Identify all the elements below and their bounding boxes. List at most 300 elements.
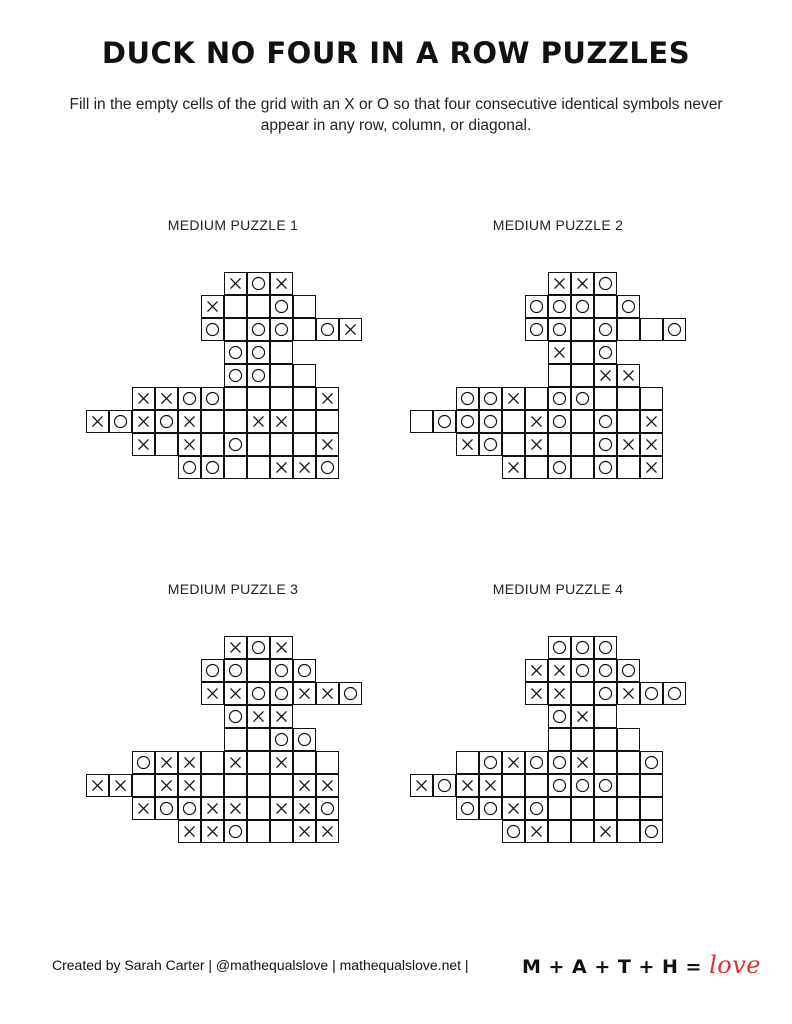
grid-cell-empty[interactable] (293, 387, 316, 410)
o-mark-icon (434, 775, 455, 796)
grid-cell-given (293, 820, 316, 843)
grid-cell-given (617, 295, 640, 318)
x-mark-icon (248, 706, 269, 727)
x-mark-icon (549, 342, 570, 363)
o-mark-icon (572, 296, 593, 317)
x-mark-icon (271, 411, 292, 432)
grid-cell-empty[interactable] (571, 364, 594, 387)
grid-cell-empty[interactable] (224, 410, 247, 433)
x-mark-icon (271, 637, 292, 658)
grid-cell-given (293, 774, 316, 797)
grid-cell-empty[interactable] (594, 751, 617, 774)
grid-cell-given (316, 387, 339, 410)
grid-cell-empty[interactable] (224, 318, 247, 341)
grid-cell-given (201, 318, 224, 341)
grid-cell-given (224, 341, 247, 364)
grid-cell-empty[interactable] (247, 820, 270, 843)
grid-cell-empty[interactable] (617, 387, 640, 410)
grid-cell-given (270, 682, 293, 705)
grid-cell-empty[interactable] (201, 751, 224, 774)
grid-cell-given (178, 820, 201, 843)
grid-cell-empty[interactable] (456, 751, 479, 774)
o-mark-icon (480, 434, 501, 455)
grid-cell-empty[interactable] (224, 774, 247, 797)
grid-cell-empty[interactable] (617, 820, 640, 843)
grid-cell-empty[interactable] (548, 433, 571, 456)
grid-cell-given (293, 659, 316, 682)
grid-cell-empty[interactable] (571, 820, 594, 843)
x-mark-icon (549, 273, 570, 294)
grid-cell-given (594, 272, 617, 295)
grid-cell-empty[interactable] (247, 797, 270, 820)
grid-cell-given (109, 410, 132, 433)
grid-cell-given (270, 410, 293, 433)
grid-cell-given (132, 433, 155, 456)
grid-cell-given (339, 682, 362, 705)
grid-cell-empty[interactable] (571, 318, 594, 341)
x-mark-icon (503, 752, 524, 773)
grid-cell-given (571, 295, 594, 318)
x-mark-icon (457, 775, 478, 796)
grid-cell-given (594, 820, 617, 843)
grid-cell-given (132, 797, 155, 820)
grid-cell-given (548, 272, 571, 295)
grid-cell-empty[interactable] (548, 820, 571, 843)
footer-credit: Created by Sarah Carter | @mathequalslove | mathequalslove.net | (52, 957, 469, 973)
grid-cell-given (201, 820, 224, 843)
grid-cell-given (224, 659, 247, 682)
grid-cell-empty[interactable] (132, 774, 155, 797)
grid-cell-empty[interactable] (571, 728, 594, 751)
grid-cell-empty[interactable] (617, 318, 640, 341)
grid-cell-empty[interactable] (293, 433, 316, 456)
o-mark-icon (549, 752, 570, 773)
grid-cell-empty[interactable] (293, 318, 316, 341)
grid-cell-given (548, 636, 571, 659)
o-mark-icon (572, 775, 593, 796)
grid-cell-given (571, 751, 594, 774)
o-mark-icon (133, 752, 154, 773)
grid-cell-given (201, 295, 224, 318)
grid-cell-empty[interactable] (270, 820, 293, 843)
x-mark-icon (340, 319, 361, 340)
grid-cell-given (270, 705, 293, 728)
puzzle-1-label: MEDIUM PUZZLE 1 (167, 217, 299, 233)
grid-cell-empty[interactable] (617, 728, 640, 751)
o-mark-icon (271, 683, 292, 704)
grid-cell-empty[interactable] (548, 728, 571, 751)
o-mark-icon (317, 457, 338, 478)
grid-cell-empty[interactable] (247, 751, 270, 774)
o-mark-icon (340, 683, 361, 704)
grid-cell-given (224, 364, 247, 387)
x-mark-icon (271, 752, 292, 773)
grid-cell-given (247, 341, 270, 364)
x-mark-icon (480, 775, 501, 796)
grid-cell-given (548, 774, 571, 797)
grid-cell-empty[interactable] (247, 433, 270, 456)
grid-cell-given (293, 456, 316, 479)
grid-cell-given (155, 774, 178, 797)
grid-cell-empty[interactable] (571, 682, 594, 705)
x-mark-icon (202, 296, 223, 317)
grid-cell-empty[interactable] (571, 797, 594, 820)
grid-cell-empty[interactable] (293, 751, 316, 774)
x-mark-icon (317, 775, 338, 796)
grid-cell-empty[interactable] (571, 433, 594, 456)
grid-cell-empty[interactable] (201, 774, 224, 797)
x-mark-icon (641, 457, 662, 478)
grid-cell-given (270, 272, 293, 295)
x-mark-icon (133, 388, 154, 409)
grid-cell-empty[interactable] (594, 705, 617, 728)
o-mark-icon (480, 411, 501, 432)
x-mark-icon (317, 434, 338, 455)
grid-cell-empty[interactable] (525, 456, 548, 479)
o-mark-icon (179, 457, 200, 478)
grid-cell-given (640, 682, 663, 705)
grid-cell-empty[interactable] (270, 341, 293, 364)
grid-cell-given (548, 682, 571, 705)
grid-cell-given (247, 364, 270, 387)
grid-cell-empty[interactable] (293, 295, 316, 318)
o-mark-icon (664, 683, 685, 704)
x-mark-icon (618, 365, 639, 386)
grid-cell-empty[interactable] (640, 318, 663, 341)
grid-cell-given (594, 682, 617, 705)
grid-cell-given (224, 820, 247, 843)
x-mark-icon (526, 821, 547, 842)
grid-cell-given (594, 341, 617, 364)
o-mark-icon (202, 319, 223, 340)
grid-cell-given (316, 433, 339, 456)
grid-cell-empty[interactable] (640, 774, 663, 797)
grid-cell-given (479, 433, 502, 456)
grid-cell-empty[interactable] (293, 364, 316, 387)
o-mark-icon (202, 457, 223, 478)
o-mark-icon (595, 660, 616, 681)
grid-cell-given (479, 797, 502, 820)
grid-cell-given (270, 295, 293, 318)
grid-cell-empty[interactable] (548, 364, 571, 387)
grid-cell-given (525, 318, 548, 341)
grid-cell-empty[interactable] (617, 751, 640, 774)
o-mark-icon (156, 411, 177, 432)
grid-cell-given (525, 820, 548, 843)
grid-cell-given (86, 774, 109, 797)
grid-cell-given (155, 387, 178, 410)
grid-cell-empty[interactable] (525, 387, 548, 410)
grid-cell-given (224, 433, 247, 456)
grid-cell-given (594, 659, 617, 682)
grid-cell-empty[interactable] (594, 797, 617, 820)
grid-cell-empty[interactable] (502, 410, 525, 433)
grid-cell-given (548, 295, 571, 318)
grid-cell-empty[interactable] (571, 456, 594, 479)
grid-cell-empty[interactable] (594, 728, 617, 751)
o-mark-icon (641, 752, 662, 773)
grid-cell-given (433, 410, 456, 433)
grid-cell-given (247, 636, 270, 659)
grid-cell-empty[interactable] (640, 387, 663, 410)
grid-cell-empty[interactable] (201, 433, 224, 456)
x-mark-icon (317, 821, 338, 842)
grid-cell-given (571, 659, 594, 682)
grid-cell-given (663, 318, 686, 341)
o-mark-icon (248, 683, 269, 704)
x-mark-icon (572, 752, 593, 773)
grid-cell-given (502, 820, 525, 843)
grid-cell-empty[interactable] (247, 774, 270, 797)
o-mark-icon (294, 729, 315, 750)
grid-cell-given (433, 774, 456, 797)
instructions: Fill in the empty cells of the grid with an X or O so that four consecutive identical symbols never appear in any row, column, or diagonal. (69, 96, 723, 134)
grid-cell-given (201, 797, 224, 820)
grid-cell-empty[interactable] (224, 295, 247, 318)
o-mark-icon (480, 388, 501, 409)
grid-cell-given (178, 410, 201, 433)
grid-cell-given (293, 797, 316, 820)
grid-cell-given (479, 751, 502, 774)
o-mark-icon (549, 296, 570, 317)
x-mark-icon (294, 775, 315, 796)
grid-cell-given (86, 410, 109, 433)
x-mark-icon (294, 457, 315, 478)
o-mark-icon (110, 411, 131, 432)
grid-cell-given (548, 318, 571, 341)
x-mark-icon (156, 752, 177, 773)
grid-cell-given (594, 410, 617, 433)
grid-cell-empty[interactable] (525, 774, 548, 797)
grid-cell-empty[interactable] (548, 797, 571, 820)
grid-cell-given (178, 433, 201, 456)
grid-cell-given (178, 456, 201, 479)
x-mark-icon (457, 434, 478, 455)
o-mark-icon (549, 457, 570, 478)
x-mark-icon (271, 457, 292, 478)
o-mark-icon (434, 411, 455, 432)
o-mark-icon (179, 388, 200, 409)
x-mark-icon (133, 411, 154, 432)
puzzle-3-label: MEDIUM PUZZLE 3 (167, 581, 299, 597)
grid-cell-empty[interactable] (571, 341, 594, 364)
o-mark-icon (526, 319, 547, 340)
puzzle-2-label: MEDIUM PUZZLE 2 (492, 217, 624, 233)
grid-cell-empty[interactable] (594, 295, 617, 318)
o-mark-icon (271, 729, 292, 750)
grid-cell-empty[interactable] (410, 410, 433, 433)
grid-cell-empty[interactable] (270, 364, 293, 387)
o-mark-icon (225, 365, 246, 386)
grid-cell-given (316, 318, 339, 341)
x-mark-icon (572, 706, 593, 727)
page-title: DUCK NO FOUR IN A ROW PUZZLES (101, 36, 691, 70)
grid-cell-empty[interactable] (201, 410, 224, 433)
o-mark-icon (480, 798, 501, 819)
x-mark-icon (202, 821, 223, 842)
x-mark-icon (248, 411, 269, 432)
grid-cell-empty[interactable] (247, 728, 270, 751)
grid-cell-given (410, 774, 433, 797)
o-mark-icon (225, 821, 246, 842)
o-mark-icon (526, 798, 547, 819)
x-mark-icon (294, 821, 315, 842)
grid-cell-empty[interactable] (502, 433, 525, 456)
x-mark-icon (179, 434, 200, 455)
grid-cell-given (548, 751, 571, 774)
o-mark-icon (641, 683, 662, 704)
grid-cell-given (594, 636, 617, 659)
grid-cell-empty[interactable] (640, 797, 663, 820)
o-mark-icon (457, 798, 478, 819)
o-mark-icon (202, 660, 223, 681)
o-mark-icon (225, 660, 246, 681)
o-mark-icon (595, 434, 616, 455)
grid-cell-given (617, 364, 640, 387)
grid-cell-given (178, 774, 201, 797)
x-mark-icon (526, 411, 547, 432)
grid-cell-empty[interactable] (293, 410, 316, 433)
grid-cell-empty[interactable] (247, 659, 270, 682)
grid-cell-empty[interactable] (316, 751, 339, 774)
grid-cell-given (293, 728, 316, 751)
x-mark-icon (549, 683, 570, 704)
grid-cell-empty[interactable] (617, 410, 640, 433)
grid-cell-given (502, 456, 525, 479)
grid-cell-given (617, 433, 640, 456)
grid-cell-given (247, 410, 270, 433)
grid-cell-given (479, 774, 502, 797)
x-mark-icon (526, 434, 547, 455)
grid-cell-given (270, 728, 293, 751)
grid-cell-empty[interactable] (594, 387, 617, 410)
grid-cell-empty[interactable] (571, 410, 594, 433)
grid-cell-given (270, 318, 293, 341)
grid-cell-given (155, 410, 178, 433)
grid-cell-given (316, 797, 339, 820)
o-mark-icon (248, 273, 269, 294)
grid-cell-given (640, 820, 663, 843)
o-mark-icon (202, 388, 223, 409)
grid-cell-given (270, 659, 293, 682)
o-mark-icon (595, 683, 616, 704)
grid-cell-empty[interactable] (617, 774, 640, 797)
x-mark-icon (225, 637, 246, 658)
x-mark-icon (317, 683, 338, 704)
x-mark-icon (225, 273, 246, 294)
o-mark-icon (641, 821, 662, 842)
grid-cell-empty[interactable] (224, 728, 247, 751)
grid-cell-given (224, 751, 247, 774)
o-mark-icon (156, 798, 177, 819)
x-mark-icon (271, 273, 292, 294)
x-mark-icon (526, 683, 547, 704)
o-mark-icon (549, 637, 570, 658)
grid-cell-given (594, 774, 617, 797)
o-mark-icon (549, 775, 570, 796)
o-mark-icon (618, 296, 639, 317)
grid-cell-given (270, 456, 293, 479)
x-mark-icon (225, 683, 246, 704)
grid-cell-empty[interactable] (270, 774, 293, 797)
x-mark-icon (179, 411, 200, 432)
o-mark-icon (595, 319, 616, 340)
grid-cell-given (155, 751, 178, 774)
o-mark-icon (480, 752, 501, 773)
grid-cell-given (178, 751, 201, 774)
grid-cell-empty[interactable] (247, 295, 270, 318)
grid-cell-empty[interactable] (316, 410, 339, 433)
x-mark-icon (110, 775, 131, 796)
x-mark-icon (156, 775, 177, 796)
grid-cell-empty[interactable] (247, 387, 270, 410)
x-mark-icon (156, 388, 177, 409)
grid-cell-empty[interactable] (224, 387, 247, 410)
grid-cell-given (594, 456, 617, 479)
grid-cell-empty[interactable] (502, 774, 525, 797)
x-mark-icon (503, 457, 524, 478)
grid-cell-given (456, 433, 479, 456)
grid-cell-given (548, 705, 571, 728)
grid-cell-given (456, 797, 479, 820)
grid-cell-empty[interactable] (617, 797, 640, 820)
x-mark-icon (202, 683, 223, 704)
x-mark-icon (225, 798, 246, 819)
grid-cell-given (525, 659, 548, 682)
o-mark-icon (317, 798, 338, 819)
o-mark-icon (271, 660, 292, 681)
grid-cell-given (201, 682, 224, 705)
x-mark-icon (317, 388, 338, 409)
x-mark-icon (503, 798, 524, 819)
grid-cell-empty[interactable] (247, 456, 270, 479)
grid-cell-given (548, 410, 571, 433)
brand-logo (522, 951, 761, 979)
x-mark-icon (618, 683, 639, 704)
o-mark-icon (595, 457, 616, 478)
grid-cell-given (525, 433, 548, 456)
x-mark-icon (271, 706, 292, 727)
grid-cell-given (224, 682, 247, 705)
x-mark-icon (411, 775, 432, 796)
grid-cell-given (270, 636, 293, 659)
puzzle-4-label: MEDIUM PUZZLE 4 (492, 581, 624, 597)
o-mark-icon (572, 637, 593, 658)
x-mark-icon (294, 798, 315, 819)
grid-cell-empty[interactable] (270, 433, 293, 456)
grid-cell-given (270, 797, 293, 820)
grid-cell-empty[interactable] (270, 387, 293, 410)
brand-text: M + A + T + H = (522, 956, 702, 978)
grid-cell-given (594, 433, 617, 456)
grid-cell-given (594, 318, 617, 341)
o-mark-icon (595, 273, 616, 294)
x-mark-icon (294, 683, 315, 704)
grid-cell-given (502, 387, 525, 410)
grid-cell-given (339, 318, 362, 341)
o-mark-icon (595, 775, 616, 796)
grid-cell-empty[interactable] (155, 433, 178, 456)
grid-cell-given (617, 682, 640, 705)
grid-cell-empty[interactable] (617, 456, 640, 479)
o-mark-icon (549, 411, 570, 432)
grid-cell-empty[interactable] (224, 456, 247, 479)
o-mark-icon (595, 342, 616, 363)
x-mark-icon (572, 273, 593, 294)
o-mark-icon (457, 388, 478, 409)
x-mark-icon (549, 660, 570, 681)
grid-cell-given (109, 774, 132, 797)
